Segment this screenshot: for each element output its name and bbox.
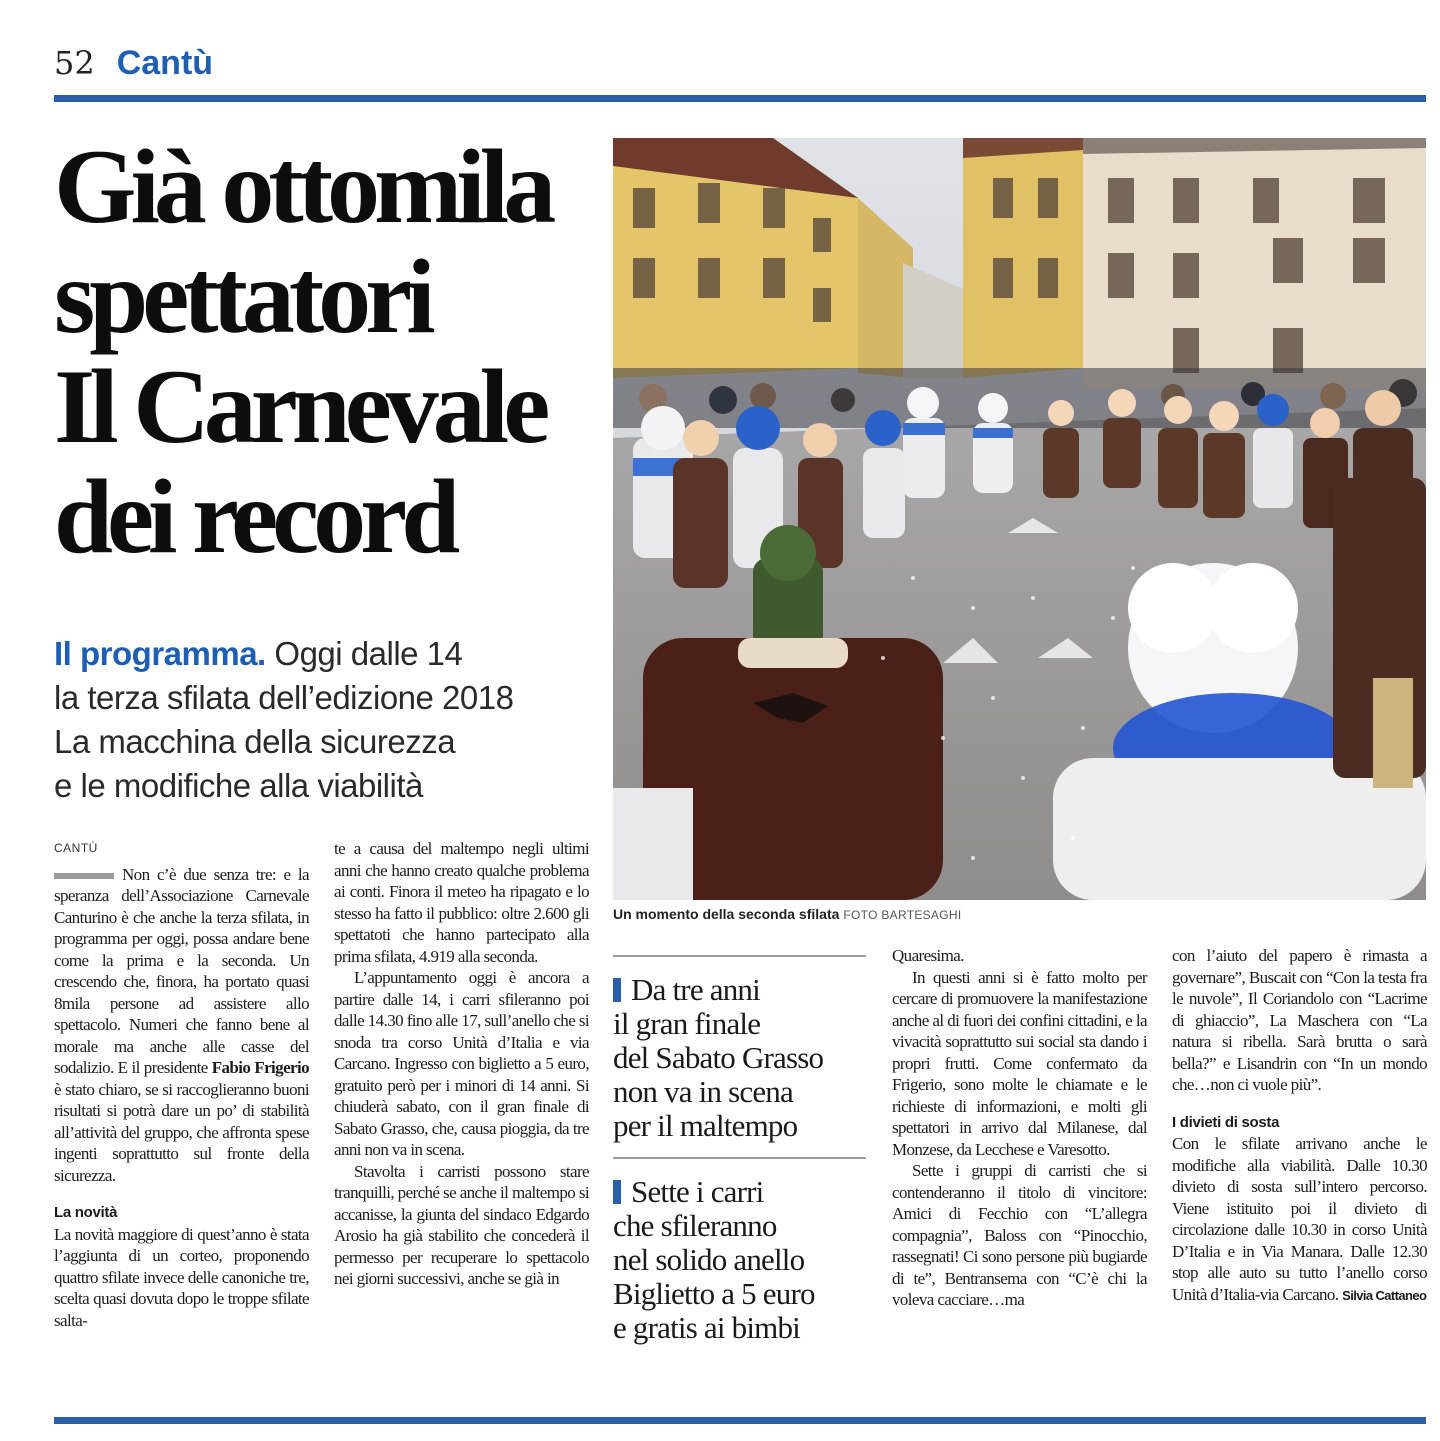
headline-line: Il Carnevale [54,348,545,465]
article-paragraph: La novità maggiore di quest’anno è stata l’aggiunta di un corteo, proponendo quattro sfilate invece delle canoniche tre, scelta quasi dovuta dopo le troppe sfilate salta- [54,1224,309,1330]
highlight-marker [613,1180,621,1204]
subhead-line: la terza sfilata dell’edizione 2018 [54,679,514,716]
sidebar-highlight: Sette i carri che sfileranno nel solido anello Biglietto a 5 euro e gratis ai bimbi [613,1174,815,1345]
article-paragraph: Quaresima. [892,946,964,965]
article-column-1 [54,838,309,1331]
article-subtitle: La novità [54,1204,118,1221]
dateline: CANTÙ [54,841,98,855]
article-paragraph: con l’aiuto del papero è rimasta a governare”, Buscait con “Con la testa fra le nuvole”, Il Coriandolo con “Lacrime di ghiaccio”, La Maschera con “La natura si ribella. Sarà brutta o sarà bella?” e Lisandrin con “In un mondo che…non ci vuole più”. [1172,946,1427,1094]
article-paragraph: te a causa del maltempo negli ultimi anni che hanno creato qualche problema ai conti. Finora il meteo ha ripagato e lo stesso ha fatto il pubblico: oltre 2.600 gli spettatoti che hanno partecipato alla prima sfilata, 4.919 alla seconda. [334,839,589,966]
article-column-2 [334,838,589,1290]
section-title: Cantù [116,44,214,82]
article-paragraph: Non c’è due senza tre: e la speranza dell’Associazione Carnevale Canturino è che anche la terza sfilata, in programma per oggi, possa andare bene come la prima e la seconda. Un crescendo che, finora, ha portato quasi 8mila persone ad assistere allo spettacolo. Numeri che fanno bene al morale ma anche alle casse del sodalizio. E il presidente Fabio Frigerio è stato chiaro, se si raccoglieranno buoni risultati si potrà dare un po’ di stabilità all’attività del gruppo, che affronta spese ingenti soprattutto sul fronte della sicurezza. [54,864,309,1185]
dateline-bar [54,873,114,879]
top-rule [54,95,1426,102]
subhead [54,632,599,808]
article-paragraph: Stavolta i carristi possono stare tranquilli, perché se anche il maltempo si accanisse, la giunta del sindaco Edgardo Arosio ha già stabilito che concederà il permesso per recuperare lo spettacolo nei giorni successivi, anche se già in [334,1161,589,1288]
article-paragraph: L’appuntamento oggi è ancora a partire dalle 14, i carri sfileranno poi dalle 14.30 fino alle 17, sull’anello che si snoda tra corso Unità d’Italia e via Carcano. Ingresso con biglietto a 5 euro, gratuito però per i minori di 14 anni. Si chiuderà sabato, con il gran finale di Sabato Grasso, che, causa pioggia, da tre anni non va in scena. [334,968,589,1159]
caption-text: Un momento della seconda sfilata [613,906,840,922]
author-signature: Silvia Cattaneo [1342,1287,1427,1303]
carnival-photo-illustration [613,138,1426,900]
sidebar-highlights [613,955,866,1359]
article-paragraph: Con le sfilate arrivano anche le modifiche alla viabilità. Dalle 10.30 divieto di sosta sull’intero percorso. Viene istituito poi il divieto di circolazione dalle 10.30 in corso Unità D’Italia e in Via Manara. Dalle 12.30 stop alle auto su tutto l’anello corso Unità d’Italia-via Carcano. Silvia Cattaneo [1172,1134,1427,1304]
bottom-rule [54,1417,1426,1424]
president-name: Fabio Frigerio [211,1058,309,1077]
article-subtitle: I divieti di sosta [1172,1113,1280,1131]
article-paragraph: Sette i gruppi di carristi che si contenderanno il titolo di vincitore: Amici di Fecchio con “L’allegra compagnia”, Baloss con “Pinocchio, rassegnati! Ci sono persone più bugiarde di te”, Bentransema con “C’è chi la voleva cacciare…ma [892,1161,1147,1309]
article-column-3 [892,945,1147,1311]
photo-caption [613,906,961,922]
article-paragraph: In questi anni si è fatto molto per cercare di promuovere la manifestazione anche al di fuori dei confini cittadini, e la vivacità soprattutto sui social sta dando i propri frutti. Come confermato da Frigerio, sono molte le chiamate e le richieste di informazioni, e molti gli spettatori in arrivo dal Milanese, dal Monzese, da Lecchese e Varesotto. [892,967,1147,1159]
page-number: 52 [54,44,95,82]
carnival-photo [613,138,1426,900]
headline-line: dei record [54,458,455,575]
headline-line: spettatori [54,238,430,355]
article-column-4 [1172,945,1427,1306]
highlight-marker [613,978,621,1002]
subhead-line: Oggi dalle 14 [274,635,463,672]
subhead-lead: Il programma. [54,635,266,672]
sidebar-highlight: Da tre anni il gran finale del Sabato Grasso non va in scena per il maltempo [613,972,824,1143]
headline-line: Già ottomila [54,128,551,245]
photo-credit: FOTO BARTESAGHI [843,908,962,922]
subhead-line: e le modifiche alla viabilità [54,767,423,804]
page-header [54,44,213,88]
headline [54,128,599,575]
subhead-line: La macchina della sicurezza [54,723,456,760]
